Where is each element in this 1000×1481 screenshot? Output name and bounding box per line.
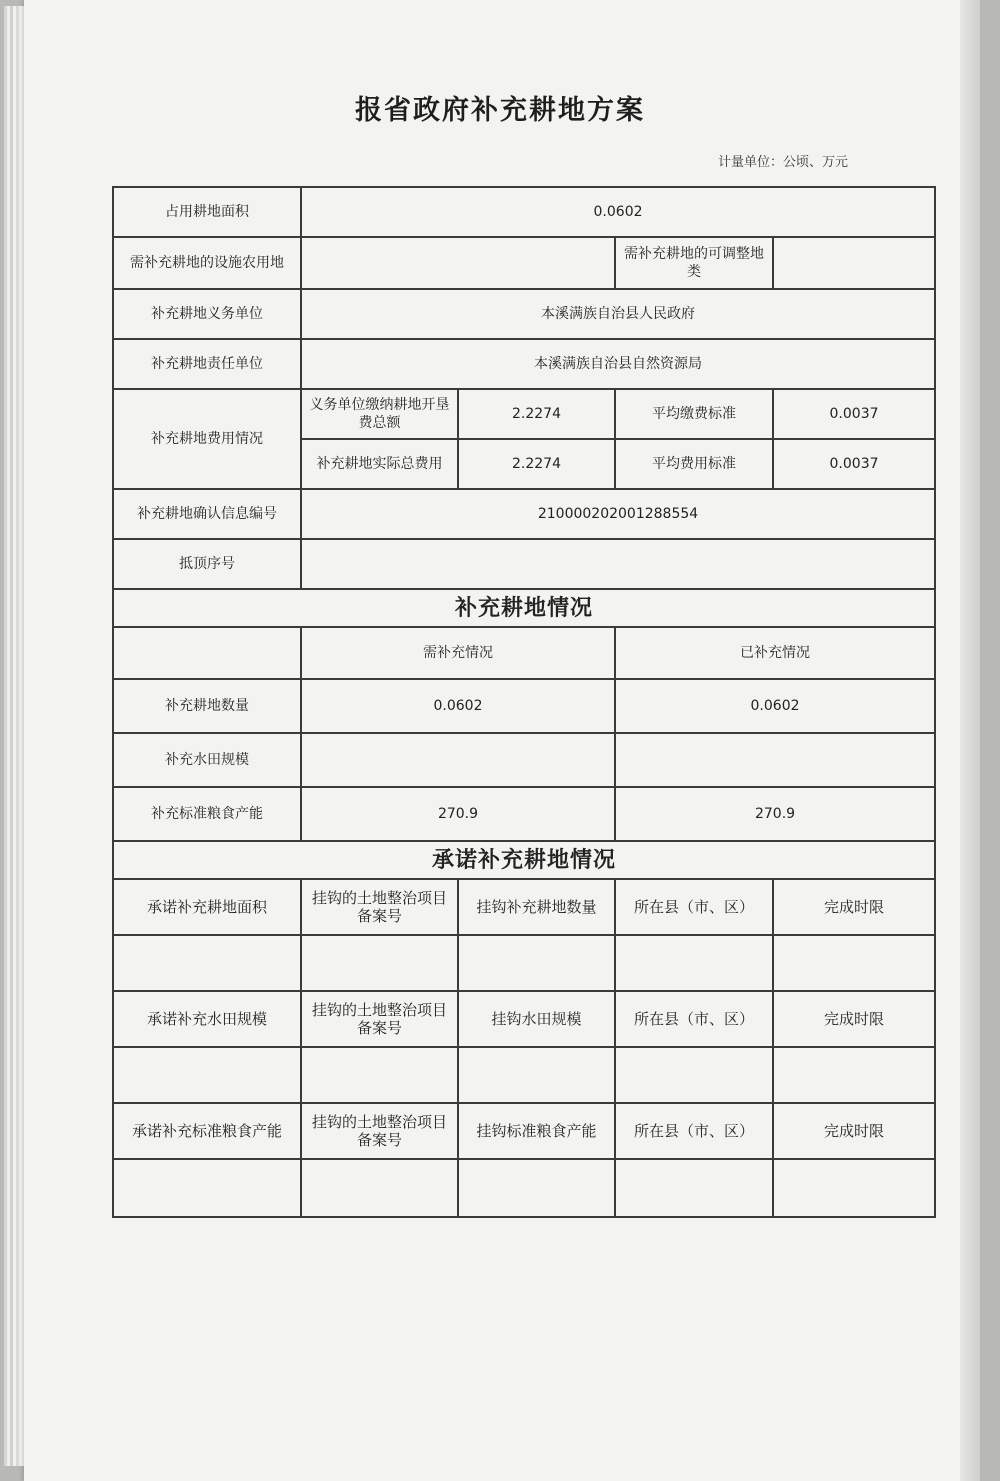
avg-fee-value: 0.0037 bbox=[773, 389, 935, 439]
measurement-unit: 计量单位：公顷、万元 bbox=[717, 155, 848, 170]
responsible-value: 本溪满族自治县自然资源局 bbox=[301, 339, 935, 389]
promise-grain-capacity-header: 挂钩标准粮食产能 bbox=[458, 1103, 615, 1159]
promise-paddy-cell bbox=[301, 1047, 458, 1103]
promise-grain-cell bbox=[113, 1159, 301, 1217]
row-confirm-no bbox=[113, 489, 935, 539]
fee-total-value: 2.2274 bbox=[458, 389, 615, 439]
plan-table bbox=[112, 186, 936, 1218]
promise-area-cell bbox=[615, 935, 773, 991]
promise-area-label: 承诺补充耕地面积 bbox=[113, 879, 301, 935]
promise-grain-cell bbox=[773, 1159, 935, 1217]
facility-land-label: 需补充耕地的设施农用地 bbox=[113, 237, 301, 289]
cost-label: 补充耕地费用情况 bbox=[113, 389, 301, 489]
row-obligor bbox=[113, 289, 935, 339]
supplement-quantity-done: 0.0602 bbox=[615, 679, 935, 733]
promise-paddy-label: 承诺补充水田规模 bbox=[113, 991, 301, 1047]
supplement-grain-label: 补充标准粮食产能 bbox=[113, 787, 301, 841]
promise-area-cell bbox=[458, 935, 615, 991]
row-supplement-grain bbox=[113, 787, 935, 841]
row-responsible bbox=[113, 339, 935, 389]
col-done-header: 已补充情况 bbox=[615, 627, 935, 679]
promise-grain-project-no-header: 挂钩的土地整治项目备案号 bbox=[301, 1103, 458, 1159]
occupied-area-value: 0.0602 bbox=[301, 187, 935, 237]
col-need-header: 需补充情况 bbox=[301, 627, 615, 679]
row-promise-area-header bbox=[113, 879, 935, 935]
promise-area-deadline-header: 完成时限 bbox=[773, 879, 935, 935]
row-promise-grain-data bbox=[113, 1159, 935, 1217]
confirm-no-value: 210000202001288554 bbox=[301, 489, 935, 539]
promise-paddy-deadline-header: 完成时限 bbox=[773, 991, 935, 1047]
promise-area-cell bbox=[773, 935, 935, 991]
promise-grain-cell bbox=[301, 1159, 458, 1217]
fee-total-label: 义务单位缴纳耕地开垦费总额 bbox=[301, 389, 458, 439]
promise-paddy-scale-header: 挂钩水田规模 bbox=[458, 991, 615, 1047]
promise-area-county-header: 所在县（市、区） bbox=[615, 879, 773, 935]
offset-no-value bbox=[301, 539, 935, 589]
row-supplement-quantity bbox=[113, 679, 935, 733]
row-promise-title bbox=[113, 841, 935, 879]
row-promise-grain-header bbox=[113, 1103, 935, 1159]
promise-grain-cell bbox=[615, 1159, 773, 1217]
promise-paddy-project-no-header: 挂钩的土地整治项目备案号 bbox=[301, 991, 458, 1047]
actual-total-label: 补充耕地实际总费用 bbox=[301, 439, 458, 489]
row-fee-total bbox=[113, 389, 935, 439]
supplement-quantity-need: 0.0602 bbox=[301, 679, 615, 733]
row-facility-land bbox=[113, 237, 935, 289]
supplement-paddy-need bbox=[301, 733, 615, 787]
responsible-label: 补充耕地责任单位 bbox=[113, 339, 301, 389]
avg-cost-value: 0.0037 bbox=[773, 439, 935, 489]
avg-cost-label: 平均费用标准 bbox=[615, 439, 773, 489]
supplement-quantity-label: 补充耕地数量 bbox=[113, 679, 301, 733]
promise-area-cell bbox=[113, 935, 301, 991]
adjustable-land-label: 需补充耕地的可调整地类 bbox=[615, 237, 773, 289]
promise-grain-county-header: 所在县（市、区） bbox=[615, 1103, 773, 1159]
row-supplement-title bbox=[113, 589, 935, 627]
promise-grain-cell bbox=[458, 1159, 615, 1217]
supplement-grain-need: 270.9 bbox=[301, 787, 615, 841]
row-promise-paddy-header bbox=[113, 991, 935, 1047]
obligor-value: 本溪满族自治县人民政府 bbox=[301, 289, 935, 339]
actual-total-value: 2.2274 bbox=[458, 439, 615, 489]
promise-grain-deadline-header: 完成时限 bbox=[773, 1103, 935, 1159]
obligor-label: 补充耕地义务单位 bbox=[113, 289, 301, 339]
occupied-area-label: 占用耕地面积 bbox=[113, 187, 301, 237]
supplement-header-empty bbox=[113, 627, 301, 679]
promise-area-project-no-header: 挂钩的土地整治项目备案号 bbox=[301, 879, 458, 935]
promise-paddy-county-header: 所在县（市、区） bbox=[615, 991, 773, 1047]
row-supplement-paddy bbox=[113, 733, 935, 787]
facility-land-value bbox=[301, 237, 615, 289]
document-title: 报省政府补充耕地方案 bbox=[355, 95, 645, 126]
row-offset-no bbox=[113, 539, 935, 589]
promise-grain-label: 承诺补充标准粮食产能 bbox=[113, 1103, 301, 1159]
promise-area-quantity-header: 挂钩补充耕地数量 bbox=[458, 879, 615, 935]
supplement-paddy-label: 补充水田规模 bbox=[113, 733, 301, 787]
promise-paddy-cell bbox=[773, 1047, 935, 1103]
supplement-paddy-done bbox=[615, 733, 935, 787]
avg-fee-label: 平均缴费标准 bbox=[615, 389, 773, 439]
adjustable-land-value bbox=[773, 237, 935, 289]
row-occupied-area bbox=[113, 187, 935, 237]
supplement-grain-done: 270.9 bbox=[615, 787, 935, 841]
promise-paddy-cell bbox=[113, 1047, 301, 1103]
offset-no-label: 抵顶序号 bbox=[113, 539, 301, 589]
row-promise-paddy-data bbox=[113, 1047, 935, 1103]
page-right-edge bbox=[960, 0, 980, 1481]
promise-paddy-cell bbox=[615, 1047, 773, 1103]
row-promise-area-data bbox=[113, 935, 935, 991]
supplement-section-title: 补充耕地情况 bbox=[113, 589, 935, 627]
promise-section-title: 承诺补充耕地情况 bbox=[113, 841, 935, 879]
row-supplement-header bbox=[113, 627, 935, 679]
promise-area-cell bbox=[301, 935, 458, 991]
confirm-no-label: 补充耕地确认信息编号 bbox=[113, 489, 301, 539]
promise-paddy-cell bbox=[458, 1047, 615, 1103]
